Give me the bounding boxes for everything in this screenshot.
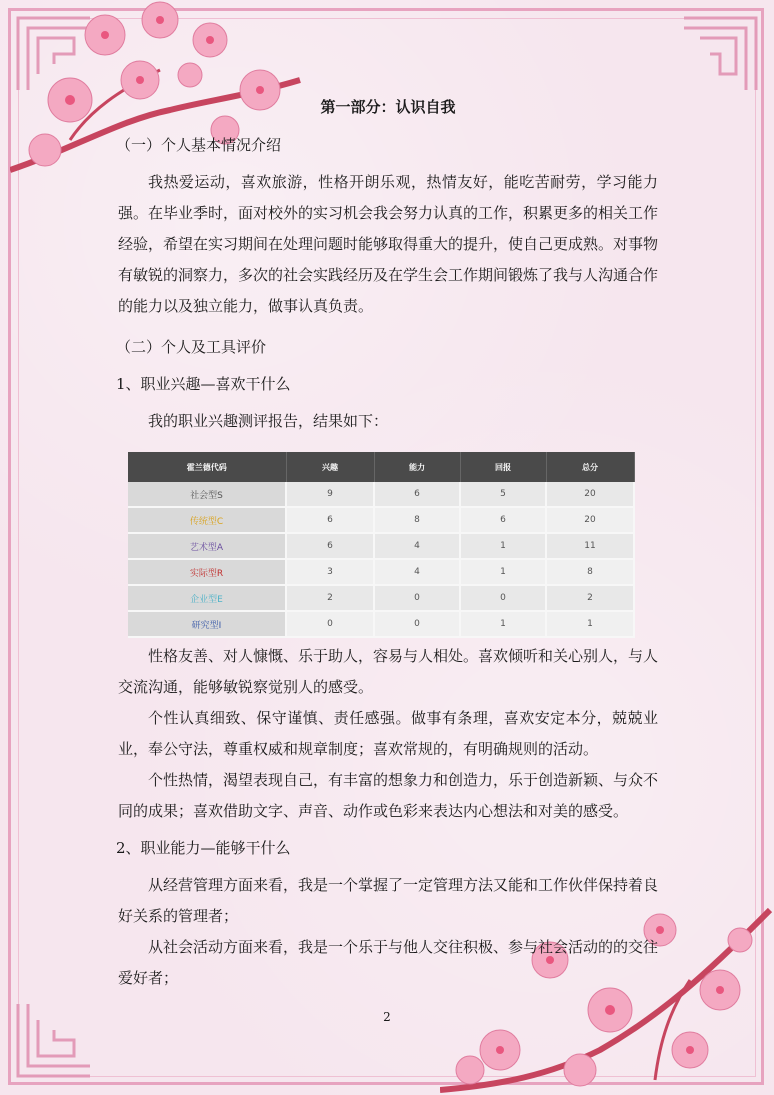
table-cell-value: 5	[460, 482, 546, 507]
table-cell-value: 3	[286, 559, 374, 585]
table-cell-value: 1	[460, 533, 546, 559]
table-cell-value: 9	[286, 482, 374, 507]
header-reward: 回报	[460, 452, 546, 482]
table-cell-value: 6	[286, 533, 374, 559]
page-title: 第一部分：认识自我	[320, 98, 456, 116]
table-cell-value: 8	[374, 507, 460, 533]
table-cell-type: 艺术型A	[128, 533, 286, 559]
table-cell-type: 企业型E	[128, 585, 286, 611]
section-heading-basic-info: （一）个人基本情况介绍	[116, 136, 282, 154]
social-type-paragraph: 性格友善、对人慷慨、乐于助人，容易与人相处。喜欢倾听和关心别人，与人交流沟通，能够敏锐察觉别人的感受。	[118, 647, 659, 696]
table-cell-value: 8	[546, 559, 634, 585]
table-cell-value: 4	[374, 533, 460, 559]
table-cell-value: 20	[546, 482, 634, 507]
table-row	[128, 559, 634, 585]
table-row	[128, 611, 634, 637]
page-number: 2	[383, 1010, 391, 1024]
table-cell-value: 0	[460, 585, 546, 611]
table-row	[128, 585, 634, 611]
table-cell-value: 0	[286, 611, 374, 637]
table-cell-type: 研究型I	[128, 611, 286, 637]
table-row	[128, 507, 634, 533]
table-row	[128, 482, 634, 507]
subheading-career-ability: 2、职业能力—能够干什么	[116, 839, 291, 857]
table-header-row	[128, 452, 634, 482]
table-cell-value: 6	[374, 482, 460, 507]
social-activity-paragraph: 从社会活动方面来看，我是一个乐于与他人交往积极、参与社会活动的的交往爱好者；	[118, 938, 659, 987]
table-cell-value: 6	[286, 507, 374, 533]
section-heading-evaluation: （二）个人及工具评价	[116, 338, 267, 356]
table-cell-value: 20	[546, 507, 634, 533]
header-interest: 兴趣	[286, 452, 374, 482]
top-right-corner-ornament	[680, 14, 760, 94]
artistic-type-paragraph: 个性热情，渴望表现自己，有丰富的想象力和创造力，乐于创造新颖、与众不同的成果；喜欢借助文字、声音、动作或色彩来表达内心想法和对美的感受。	[118, 771, 659, 820]
header-ability: 能力	[374, 452, 460, 482]
table-cell-value: 11	[546, 533, 634, 559]
table-cell-value: 2	[546, 585, 634, 611]
table-cell-value: 1	[546, 611, 634, 637]
table-cell-value: 0	[374, 585, 460, 611]
holland-code-table	[128, 452, 635, 638]
table-row	[128, 533, 634, 559]
table-cell-type: 社会型S	[128, 482, 286, 507]
table-cell-type: 实际型R	[128, 559, 286, 585]
management-ability-paragraph: 从经营管理方面来看，我是一个掌握了一定管理方法又能和工作伙伴保持着良好关系的管理者；	[118, 876, 659, 925]
table-cell-value: 1	[460, 611, 546, 637]
table-cell-value: 1	[460, 559, 546, 585]
interest-report-intro: 我的职业兴趣测评报告，结果如下：	[148, 412, 389, 430]
table-cell-value: 2	[286, 585, 374, 611]
conventional-type-paragraph: 个性认真细致、保守谨慎、责任感强。做事有条理，喜欢安定本分，兢兢业业，奉公守法，尊重权威和规章制度；喜欢常规的，有明确规则的活动。	[118, 709, 658, 758]
subheading-career-interest: 1、职业兴趣—喜欢干什么	[116, 375, 291, 393]
table-cell-value: 4	[374, 559, 460, 585]
table-cell-value: 6	[460, 507, 546, 533]
table-cell-type: 传统型C	[128, 507, 286, 533]
header-total: 总分	[546, 452, 634, 482]
header-holland-code: 霍兰德代码	[128, 452, 286, 482]
basic-info-paragraph: 我热爱运动，喜欢旅游，性格开朗乐观，热情友好，能吃苦耐劳，学习能力强。在毕业季时，面对校外的实习机会我会努力认真的工作，积累更多的相关工作经验，希望在实习期间在处理问题时能够取得重大的提升，使自己更成熟。对事物有敏锐的洞察力，多次的社会实践经历及在学生会工作期间锻炼了我与人沟通合作的能力以及独立能力，做事认真负责。	[118, 173, 659, 315]
table-cell-value: 0	[374, 611, 460, 637]
